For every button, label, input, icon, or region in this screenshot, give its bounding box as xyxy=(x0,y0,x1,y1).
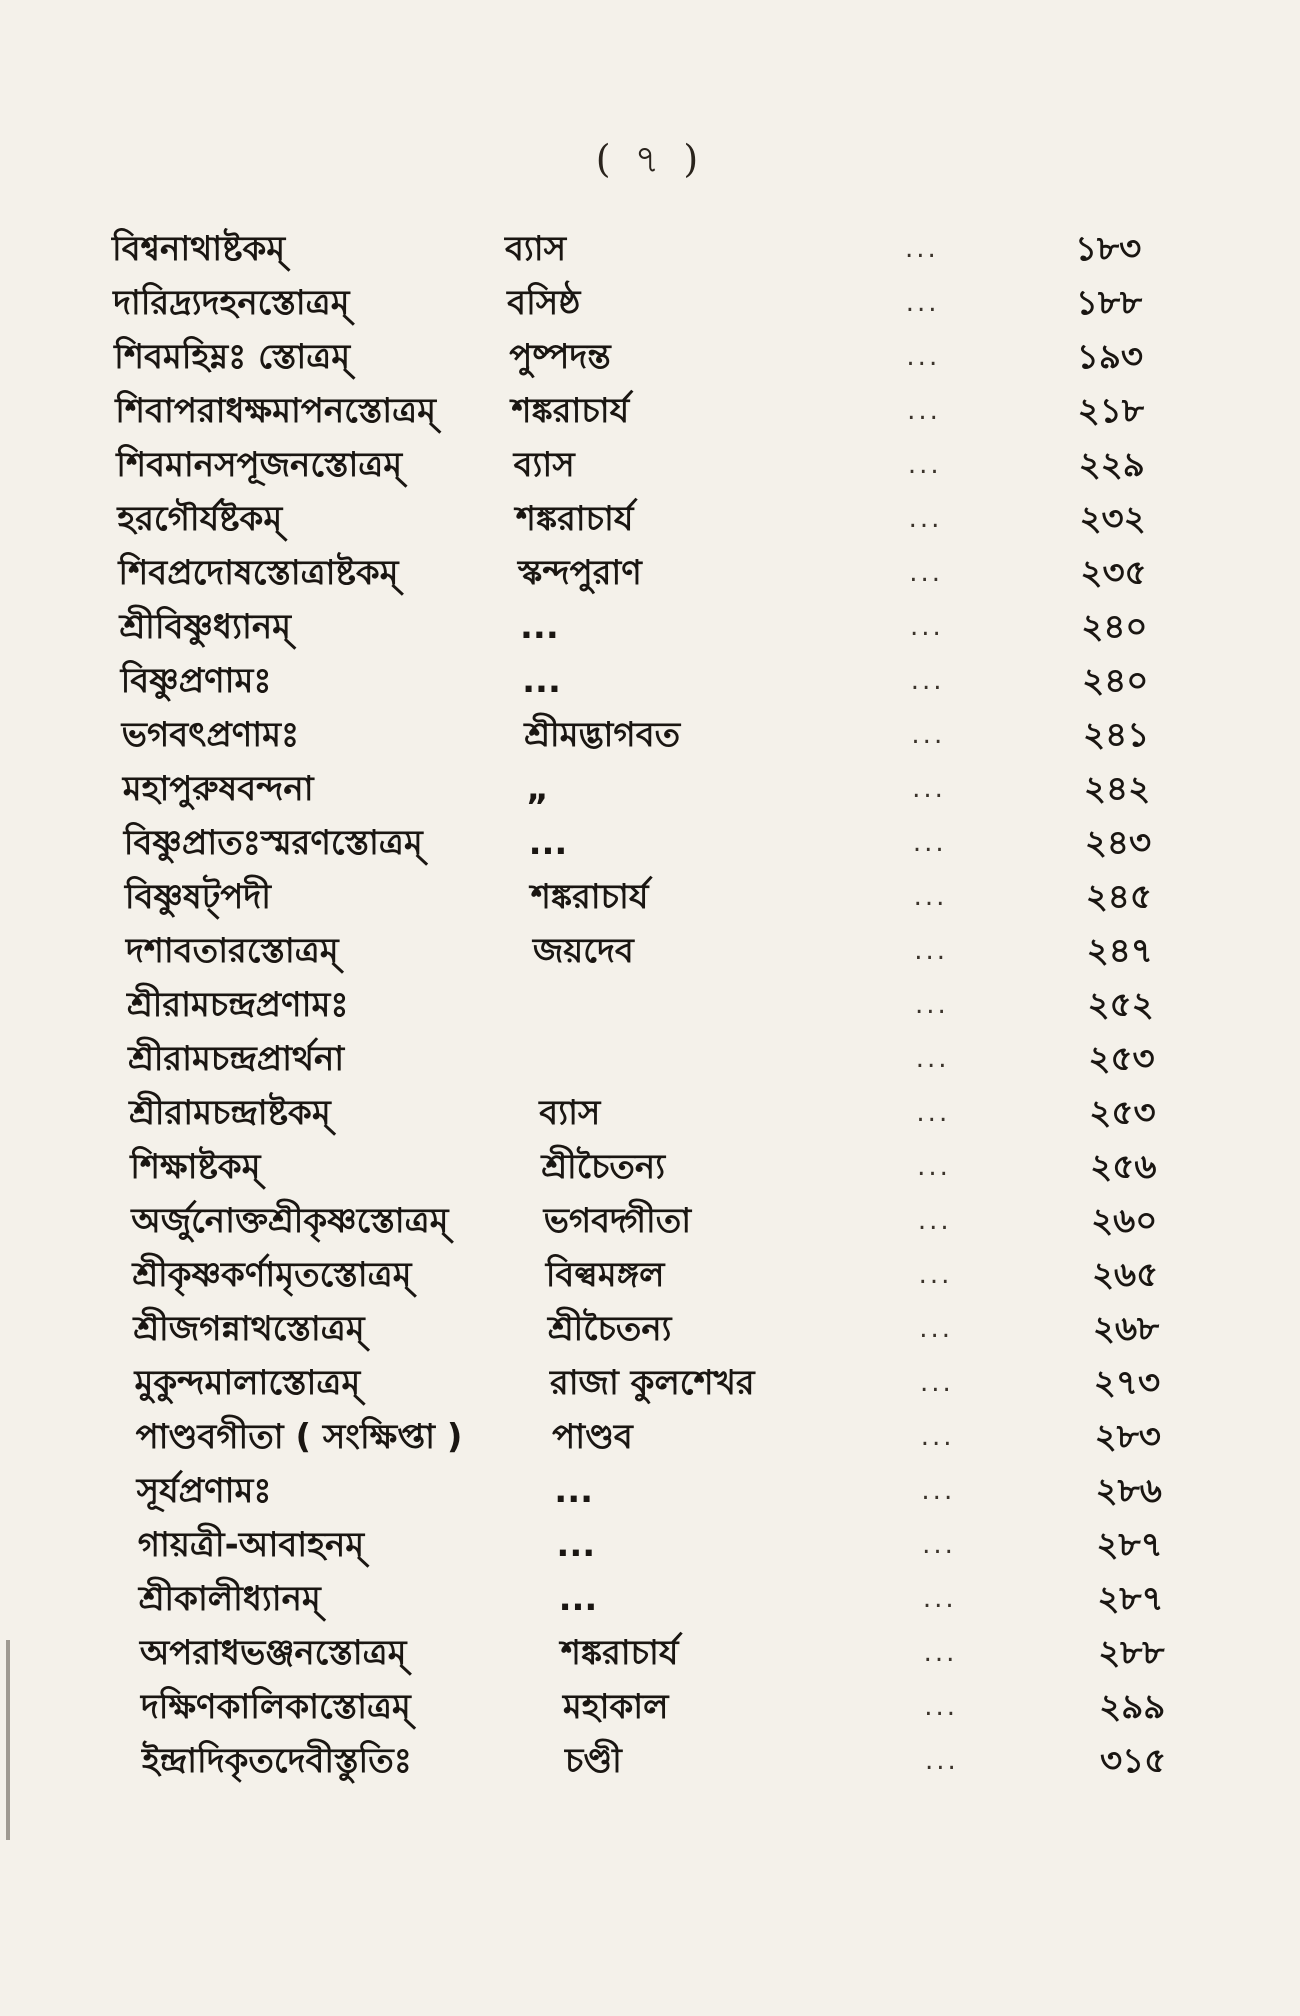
entry-title: দারিদ্র্যদহনস্তোত্রম্ xyxy=(113,283,350,323)
leader-dots: ... xyxy=(912,774,946,804)
entry-author: বিল্বমঙ্গল xyxy=(545,1255,665,1295)
entry-title: শ্রীজগন্নাথস্তোত্রম্ xyxy=(133,1309,365,1349)
entry-page-number: ২৪০ xyxy=(1082,661,1149,701)
entry-title: শিবাপরাধক্ষমাপনস্তোত্রম্ xyxy=(115,391,437,431)
entry-author: ব্যাস xyxy=(513,445,575,485)
toc-entry xyxy=(0,1464,1300,1518)
leader-dots: ... xyxy=(905,288,940,318)
entry-author: ... xyxy=(558,1579,598,1619)
entry-title: ইন্দ্রাদিকৃতদেবীস্তুতিঃ xyxy=(142,1741,412,1781)
toc-entry xyxy=(0,330,1300,384)
leader-dots: ... xyxy=(911,720,946,750)
entry-page-number: ২৯৯ xyxy=(1099,1687,1166,1727)
leader-dots: ... xyxy=(905,234,939,264)
toc-entry xyxy=(0,816,1300,870)
leader-dots: ... xyxy=(919,1314,954,1344)
entry-title: অর্জুনোক্তশ্রীকৃষ্ণস্তোত্রম্ xyxy=(131,1201,449,1241)
entry-author: ... xyxy=(554,1471,594,1511)
entry-author: ব্যাস xyxy=(539,1093,601,1133)
toc-entry xyxy=(0,1572,1300,1626)
entry-title: দশাবতারস্তোত্রম্ xyxy=(125,931,339,971)
entry-title: শিবপ্রদোষস্তোত্রাষ্টকম্ xyxy=(118,553,399,593)
entry-title: শ্রীবিষ্ণুধ্যানম্ xyxy=(119,607,292,647)
entry-author: ... xyxy=(522,661,561,701)
leader-dots: ... xyxy=(913,882,948,912)
toc-entry xyxy=(0,924,1300,978)
entry-page-number: ৩১৫ xyxy=(1100,1741,1167,1781)
entry-page-number: ২৩৫ xyxy=(1080,553,1147,593)
leader-dots: ... xyxy=(921,1476,956,1506)
entry-page-number: ১৯৩ xyxy=(1076,337,1144,377)
entry-author: ব্যাস xyxy=(505,229,567,269)
entry-page-number: ২৮৭ xyxy=(1097,1579,1164,1619)
table-of-contents xyxy=(0,222,1300,1788)
toc-entry xyxy=(0,222,1300,276)
toc-entry xyxy=(0,384,1300,438)
entry-page-number: ২৫২ xyxy=(1087,985,1154,1025)
toc-entry xyxy=(0,1734,1300,1788)
leader-dots: ... xyxy=(915,990,949,1020)
toc-entry xyxy=(0,1140,1300,1194)
entry-page-number: ২৪৫ xyxy=(1085,877,1152,917)
entry-page-number: ২৮৭ xyxy=(1096,1525,1163,1565)
entry-title: পাণ্ডবগীতা ( সংক্ষিপ্তা ) xyxy=(135,1417,463,1457)
entry-page-number: ২৮৬ xyxy=(1095,1471,1162,1511)
entry-page-number: ২৪১ xyxy=(1083,715,1150,755)
leader-dots: ... xyxy=(906,342,941,372)
toc-entry xyxy=(0,1356,1300,1410)
entry-author: „ xyxy=(526,769,549,809)
entry-author: স্কন্দপুরাণ xyxy=(517,553,642,593)
toc-entry xyxy=(0,1410,1300,1464)
entry-title: শিবমানসপূজনস্তোত্রম্ xyxy=(116,445,403,485)
entry-author: ... xyxy=(556,1525,596,1565)
entry-page-number: ২৩২ xyxy=(1079,499,1146,539)
leader-dots: ... xyxy=(922,1584,957,1614)
entry-title: শ্রীরামচন্দ্রপ্রার্থনা xyxy=(128,1039,345,1079)
entry-author: শঙ্করাচার্য xyxy=(560,1633,679,1673)
toc-entry xyxy=(0,1194,1300,1248)
entry-title: মুকুন্দমালাস্তোত্রম্ xyxy=(134,1363,361,1403)
leader-dots: ... xyxy=(922,1530,956,1560)
entry-title: অপরাধভঞ্জনস্তোত্রম্ xyxy=(139,1633,407,1673)
entry-page-number: ২৪০ xyxy=(1081,607,1148,647)
entry-page-number: ২৫৩ xyxy=(1089,1093,1156,1133)
entry-title: মহাপুরুষবন্দনা xyxy=(122,769,314,809)
entry-title: বিষ্ণুপ্রণামঃ xyxy=(120,661,272,701)
entry-title: বিশ্বনাথাষ্টকম্ xyxy=(112,229,286,269)
entry-title: সূর্যপ্রণামঃ xyxy=(136,1471,272,1511)
toc-entry xyxy=(0,492,1300,546)
entry-title: গায়ত্রী-আবাহনম্ xyxy=(137,1525,365,1565)
entry-author: শঙ্করাচার্য xyxy=(530,877,649,917)
entry-author: রাজা কুলশেখর xyxy=(550,1363,755,1403)
toc-entry xyxy=(0,546,1300,600)
toc-entry xyxy=(0,1032,1300,1086)
entry-author: শঙ্করাচার্য xyxy=(515,499,634,539)
entry-title: দক্ষিণকালিকাস্তোত্রম্ xyxy=(140,1687,411,1727)
entry-title: বিষ্ণুষট্পদী xyxy=(124,877,271,917)
leader-dots: ... xyxy=(910,666,945,696)
entry-author: জয়দেব xyxy=(532,931,634,971)
toc-entry xyxy=(0,1626,1300,1680)
leader-dots: ... xyxy=(914,936,949,966)
toc-entry xyxy=(0,1518,1300,1572)
leader-dots: ... xyxy=(917,1152,951,1182)
leader-dots: ... xyxy=(923,1638,958,1668)
leader-dots: ... xyxy=(924,1692,959,1722)
toc-entry xyxy=(0,1248,1300,1302)
entry-page-number: ১৮৩ xyxy=(1075,229,1142,269)
leader-dots: ... xyxy=(909,558,944,588)
leader-dots: ... xyxy=(907,450,942,480)
entry-author: শ্রীচৈতন্য xyxy=(541,1147,666,1187)
toc-entry xyxy=(0,762,1300,816)
entry-page-number: ২৮৩ xyxy=(1094,1417,1161,1457)
entry-page-number: ২৪৭ xyxy=(1086,931,1153,971)
leader-dots: ... xyxy=(916,1098,951,1128)
leader-dots: ... xyxy=(920,1368,954,1398)
entry-title: শিক্ষাষ্টকম্ xyxy=(130,1147,261,1187)
entry-title: ভগবৎপ্রণামঃ xyxy=(121,715,300,755)
toc-entry xyxy=(0,276,1300,330)
toc-entry xyxy=(0,978,1300,1032)
entry-author: ভগবদ্গীতা xyxy=(543,1201,692,1241)
entry-author: শ্রীচৈতন্য xyxy=(547,1309,672,1349)
entry-author: মহাকাল xyxy=(562,1687,669,1727)
entry-title: হরগৌর্যষ্টকম্ xyxy=(117,499,283,539)
entry-page-number: ২১৮ xyxy=(1077,391,1144,431)
leader-dots: ... xyxy=(907,396,941,426)
entry-author: বসিষ্ঠ xyxy=(507,283,581,323)
entry-author: ... xyxy=(520,607,559,647)
entry-title: বিষ্ণুপ্রাতঃস্মরণস্তোত্রম্ xyxy=(123,823,423,863)
entry-page-number: ২৪২ xyxy=(1083,769,1151,809)
entry-title: শ্রীরামচন্দ্রপ্রণামঃ xyxy=(127,985,349,1025)
toc-entry xyxy=(0,708,1300,762)
entry-page-number: ২২৯ xyxy=(1078,445,1145,485)
entry-page-number: ২৮৮ xyxy=(1098,1633,1165,1673)
entry-title: শিবমহিম্নঃ স্তোত্রম্ xyxy=(114,337,351,377)
entry-page-number: ২৫৬ xyxy=(1090,1147,1157,1187)
entry-page-number: ২৪৩ xyxy=(1084,823,1152,863)
entry-page-number: ২৬৫ xyxy=(1091,1255,1159,1295)
leader-dots: ... xyxy=(925,1746,959,1776)
entry-page-number: ২৭৩ xyxy=(1093,1363,1161,1403)
entry-page-number: ১৮৮ xyxy=(1075,283,1143,323)
leader-dots: ... xyxy=(920,1422,955,1452)
entry-author: চণ্ডী xyxy=(565,1741,622,1781)
toc-entry xyxy=(0,1302,1300,1356)
toc-entry xyxy=(0,1086,1300,1140)
leader-dots: ... xyxy=(918,1260,953,1290)
entry-title: শ্রীরামচন্দ্রাষ্টকম্ xyxy=(129,1093,331,1133)
leader-dots: ... xyxy=(917,1206,952,1236)
entry-author: শঙ্করাচার্য xyxy=(511,391,630,431)
toc-entry xyxy=(0,438,1300,492)
entry-title: শ্রীকৃষ্ণকর্ণামৃতস্তোত্রম্ xyxy=(132,1255,412,1295)
entry-page-number: ২৬৮ xyxy=(1092,1309,1160,1349)
leader-dots: ... xyxy=(910,612,944,642)
entry-page-number: ২৬০ xyxy=(1091,1201,1158,1241)
entry-title: শ্রীকালীধ্যানম্ xyxy=(138,1579,321,1619)
entry-author: পুষ্পদন্ত xyxy=(509,337,611,377)
entry-page-number: ২৫৩ xyxy=(1088,1039,1155,1079)
leader-dots: ... xyxy=(912,828,947,858)
entry-author: শ্রীমদ্ভাগবত xyxy=(524,715,681,755)
leader-dots: ... xyxy=(915,1044,950,1074)
entry-author: পাণ্ডব xyxy=(552,1417,633,1457)
page-number: ( ৭ ) xyxy=(595,137,705,181)
leader-dots: ... xyxy=(908,504,943,534)
toc-entry xyxy=(0,1680,1300,1734)
toc-entry xyxy=(0,600,1300,654)
margin-mark xyxy=(6,1640,10,1840)
toc-entry xyxy=(0,870,1300,924)
toc-entry xyxy=(0,654,1300,708)
entry-author: ... xyxy=(528,823,568,863)
